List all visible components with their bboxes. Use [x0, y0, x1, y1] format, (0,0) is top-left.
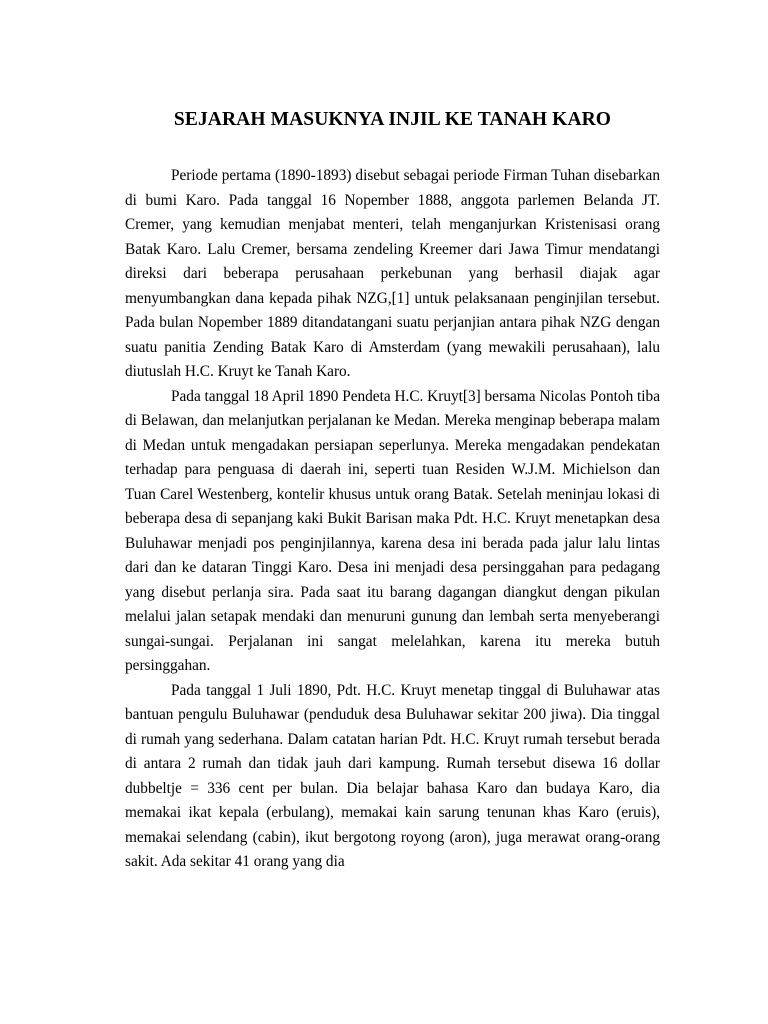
paragraph-1: Periode pertama (1890-1893) disebut sebagai periode Firman Tuhan disebarkan di bumi Karo. Pada tanggal 16 Nopember 1888, anggota parlemen Belanda JT. Cremer, yang kemudian menjabat menteri, telah menganjurkan Kristenisasi orang Batak Karo. Lalu Cremer, bersama zendeling Kreemer dari Jawa Timur mendatangi direksi dari beberapa perusahaan perkebunan yang berhasil diajak agar menyumbangkan dana kepada pihak NZG,[1] untuk pelaksanaan penginjilan tersebut. Pada bulan Nopember 1889 ditandatangani suatu perjanjian antara pihak NZG dengan suatu panitia Zending Batak Karo di Amsterdam (yang mewakili perusahaan), lalu diutuslah H.C. Kruyt ke Tanah Karo. [125, 167, 660, 380]
document-body [125, 164, 660, 875]
paragraph-2: Pada tanggal 18 April 1890 Pendeta H.C. Kruyt[3] bersama Nicolas Pontoh tiba di Belawan, dan melanjutkan perjalanan ke Medan. Mereka menginap beberapa malam di Medan untuk mengadakan persiapan seperlunya. Mereka mengadakan pendekatan terhadap para penguasa di daerah ini, seperti tuan Residen W.J.M. Michielson dan Tuan Carel Westenberg, kontelir khusus untuk orang Batak. Setelah meninjau lokasi di beberapa desa di sepanjang kaki Bukit Barisan maka Pdt. H.C. Kruyt menetapkan desa Buluhawar menjadi pos penginjilannya, karena desa ini berada pada jalur lalu lintas dari dan ke dataran Tinggi Karo. Desa ini menjadi desa persinggahan para pedagang yang disebut perlanja sira. Pada saat itu barang dagangan diangkut dengan pikulan melalui jalan setapak mendaki dan menuruni gunung dan lembah serta menyeberangi sungai-sungai. Perjalanan ini sangat melelahkan, karena itu mereka butuh persinggahan. [125, 387, 660, 674]
page-title: SEJARAH MASUKNYA INJIL KE TANAH KARO [173, 109, 612, 130]
paragraph-3: Pada tanggal 1 Juli 1890, Pdt. H.C. Kruyt menetap tinggal di Buluhawar atas bantuan pengulu Buluhawar (penduduk desa Buluhawar sekitar 200 jiwa). Dia tinggal di rumah yang sederhana. Dalam catatan harian Pdt. H.C. Kruyt rumah tersebut berada di antara 2 rumah dan tidak jauh dari kampung. Rumah tersebut disewa 16 dollar dubbeltje = 336 cent per bulan. Dia belajar bahasa Karo dan budaya Karo, dia memakai ikat kepala (erbulang), memakai kain sarung tenunan khas Karo (eruis), memakai selendang (cabin), ikut bergotong royong (aron), juga merawat orang-orang sakit. Ada sekitar 41 orang yang dia [125, 681, 660, 870]
